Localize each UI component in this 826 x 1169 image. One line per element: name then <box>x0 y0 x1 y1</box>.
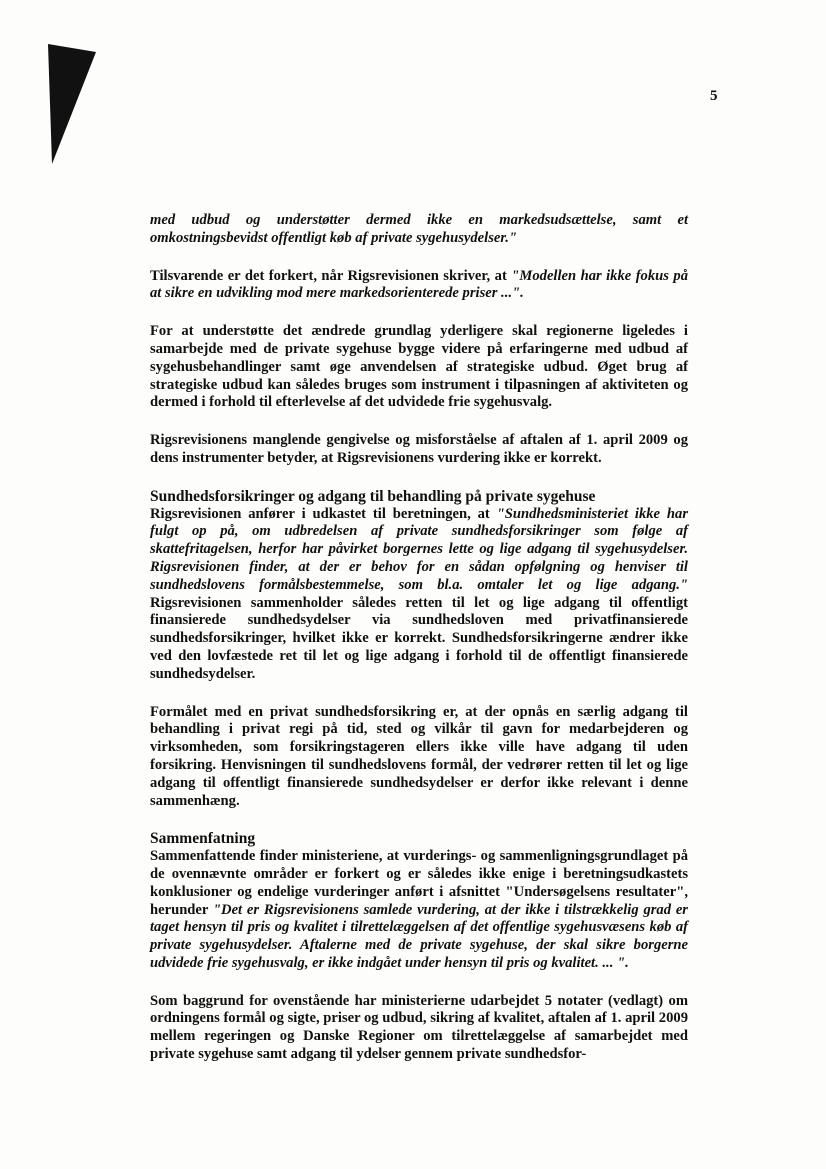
section-paragraph-2 <box>150 704 688 811</box>
section-paragraph-1 <box>150 506 688 684</box>
paragraph-text: Tilsvarende er det forkert, når Rigsrevisionen skriver, at <box>150 267 512 284</box>
paragraph-1 <box>150 212 688 248</box>
quote-italic: "Det er Rigsrevisionens samlede vurdering, at der ikke i tilstrækkelig grad er taget hensyn til pris og kvalitet i tilrettelæggelsen af det offentlige sygehusvæsens køb af private sygehusydelser. Aftalerne med de private sygehuse, der skal sikre borgerne udvidede frie sygehusvalg, er ikke indgået under hensyn til pris og kvalitet. ... ". <box>150 901 688 971</box>
paragraph-text: Som baggrund for ovenstående har ministerierne udarbejdet 5 notater (vedlagt) om ordningens formål og sigte, priser og udbud, sikring af kvalitet, aftalen af 1. april 2009 mellem regeringen og Danske Regioner om tilrettelæggelse af samarbejdet med private sygehuse samt adgang til ydelser gennem private sundhedsfor- <box>150 992 688 1063</box>
quote-italic: "Modellen har ikke fokus på at sikre en udvikling mod mere markedsorienterede priser ...". <box>150 267 688 302</box>
paragraph-text: Rigsrevisionen anfører i udkastet til beretningen, at <box>150 505 497 522</box>
paragraph-text: Rigsrevisionen sammenholder således retten til let og lige adgang til offentligt finansierede sundhedsydelser via sundhedsloven med privatfinansierede sundhedsforsikringer, hvilket ikke er korrekt. Sundhedsforsikringerne ændrer ikke ved den lovfæstede ret til let og lige adgang i forhold til de offentligt finansierede sundhedsydelser. <box>150 594 688 682</box>
paragraph-text: Rigsrevisionens manglende gengivelse og misforståelse af aftalen af 1. april 2009 og dens instrumenter betyder, at Rigsrevisionens vurdering ikke er korrekt. <box>150 432 688 466</box>
quote-italic: med udbud og understøtter dermed ikke en markedsudsættelse, samt et omkostningsbevidst offentligt køb af private sygehusydelser." <box>150 212 688 246</box>
paragraph-2 <box>150 268 688 304</box>
page-number: 5 <box>710 88 718 104</box>
closing-paragraph <box>150 993 688 1064</box>
document-body <box>150 212 688 1084</box>
section-paragraph-1 <box>150 848 688 973</box>
section-sammenfatning <box>150 830 688 972</box>
section-sundhedsforsikringer <box>150 488 688 811</box>
section-heading: Sundhedsforsikringer og adgang til behandling på private sygehuse <box>150 487 596 505</box>
paragraph-text: Formålet med en privat sundhedsforsikring er, at der opnås en særlig adgang til behandling i privat regi på tid, sted og vilkår til gavn for medarbejderen og virksomheden, som forsikringstageren ellers ikke ville have adgang til uden forsikring. Henvisningen til sundhedslovens formål, der vedrører retten til let og lige adgang til offentligt finansierede sundhedsydelser er derfor ikke relevant i denne sammenhæng. <box>150 703 688 809</box>
paragraph-text: For at understøtte det ændrede grundlag yderligere skal regionerne ligeledes i samarbejde med de private sygehuse bygge videre på erfaringerne med udbud af sygehusbehandlinger samt øge anvendelsen af strategiske udbud. Øget brug af strategiske udbud kan således bruges som instrument i tilpasningen af aktiviteten og dermed i forhold til efterlevelse af det udvidede frie sygehusvalg. <box>150 323 688 411</box>
paragraph-text: Sammenfattende finder ministeriene, at vurderings- og sammenligningsgrundlaget på de ovennævnte områder er forkert og er således ikke enige i beretningsudkastets konklusioner og endelige vurderinger anført i afsnittet "Undersøgelsens resultater", herunder <box>150 848 688 918</box>
section-heading: Sammenfatning <box>150 830 256 848</box>
quote-italic: "Sundhedsministeriet ikke har fulgt op på, om udbredelsen af private sundhedsforsikringer som følge af skattefritagelsen, herfor har påvirket borgernes lette og lige adgang til sygehusydelser. Rigsrevisionen finder, at der er behov for en sådan opfølgning og henviser til sundhedslovens formålsbestemmelse, som bl.a. omtaler let og lige adgang." <box>150 505 689 593</box>
scan-edge-mark <box>48 44 96 164</box>
paragraph-3 <box>150 323 688 412</box>
paragraph-4 <box>150 432 688 468</box>
